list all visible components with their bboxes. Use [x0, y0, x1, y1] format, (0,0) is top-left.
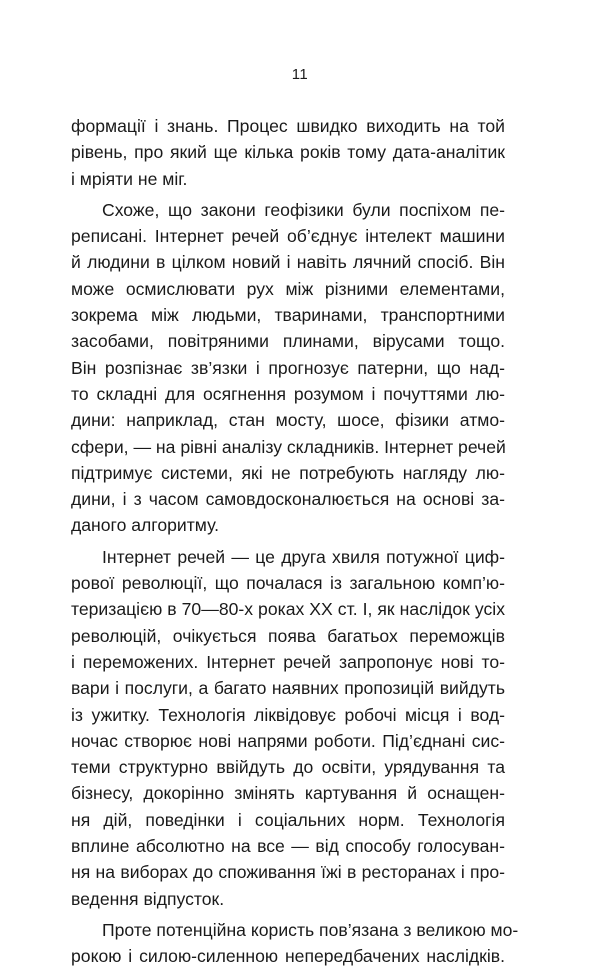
text-line: дини: наприклад, стан мосту, шосе, фізики атмо-	[71, 410, 505, 431]
text-line: ведення відпусток.	[71, 888, 225, 909]
text-line: може осмислювати рух між різними елементами,	[71, 278, 505, 299]
text-line: вари і послуги, а багато наявних пропозицій вийдуть	[71, 678, 505, 699]
text-line: із ужитку. Технологія ліквідовує робочі місця і вод-	[71, 704, 505, 725]
text-line: Схоже, що закони геофізики були поспіхом пе-	[102, 199, 505, 220]
text-line: ночас створює нові напрями роботи. Під’єднані сис-	[71, 730, 505, 751]
text-line: й людини в цілком новий і навіть лячний спосіб. Він	[71, 252, 505, 273]
text-line: революцій, очікується поява багатьох переможців	[71, 625, 505, 646]
text-line: рокою і силою-силенною непередбачених наслідків.	[71, 946, 505, 967]
text-line: засобами, повітряними плинами, вірусами тощо.	[71, 331, 505, 352]
paragraph	[71, 197, 505, 539]
text-line: рової революції, що почалася із загальною комп’ю-	[71, 573, 505, 594]
page-number: 11	[291, 66, 309, 83]
text-line: підтримує системи, які не потребують нагляду лю-	[71, 462, 505, 483]
text-line: реписані. Інтернет речей об’єднує інтелект машини	[71, 226, 505, 247]
text-line: теризацією в 70—80-х роках XX ст. І, як наслідок усіх	[71, 599, 505, 620]
body-text	[71, 113, 519, 975]
text-line: то складні для осягнення розумом і почуттями лю-	[71, 383, 505, 404]
text-line: дини, і з часом самовдосконалюється на основі за-	[71, 489, 505, 510]
text-line: зокрема між людьми, тваринами, транспортними	[71, 305, 505, 326]
text-line: ня дій, поведінки і соціальних норм. Технологія	[71, 809, 505, 830]
text-line: вплине абсолютно на все — від способу голосуван-	[71, 836, 505, 857]
text-line: і переможених. Інтернет речей запропонує нові то-	[71, 651, 505, 672]
text-line: Він розпізнає зв’язки і прогнозує патерни, що над-	[71, 357, 505, 378]
text-line: ня на виборах до споживання їжі в ресторанах і про-	[71, 862, 505, 883]
text-line: бізнесу, докорінно змінять картування й оснащен-	[71, 783, 505, 804]
text-line: формації і знань. Процес швидко виходить на той	[71, 116, 505, 136]
text-line: і мріяти не міг.	[71, 168, 188, 189]
text-line: Проте потенційна користь пов’язана з великою мо-	[102, 919, 519, 940]
paragraph	[71, 113, 505, 192]
text-line: теми структурно ввійдуть до освіти, урядування та	[71, 757, 505, 778]
text-line: сфери, — на рівні аналізу складників. Інтернет речей	[71, 436, 506, 457]
paragraph	[71, 917, 519, 970]
paragraph	[71, 544, 505, 912]
text-line: Інтернет речей — це друга хвиля потужної циф-	[102, 546, 505, 567]
text-line: даного алгоритму.	[71, 515, 220, 536]
text-line: рівень, про який ще кілька років тому дата-аналітик	[71, 142, 505, 163]
